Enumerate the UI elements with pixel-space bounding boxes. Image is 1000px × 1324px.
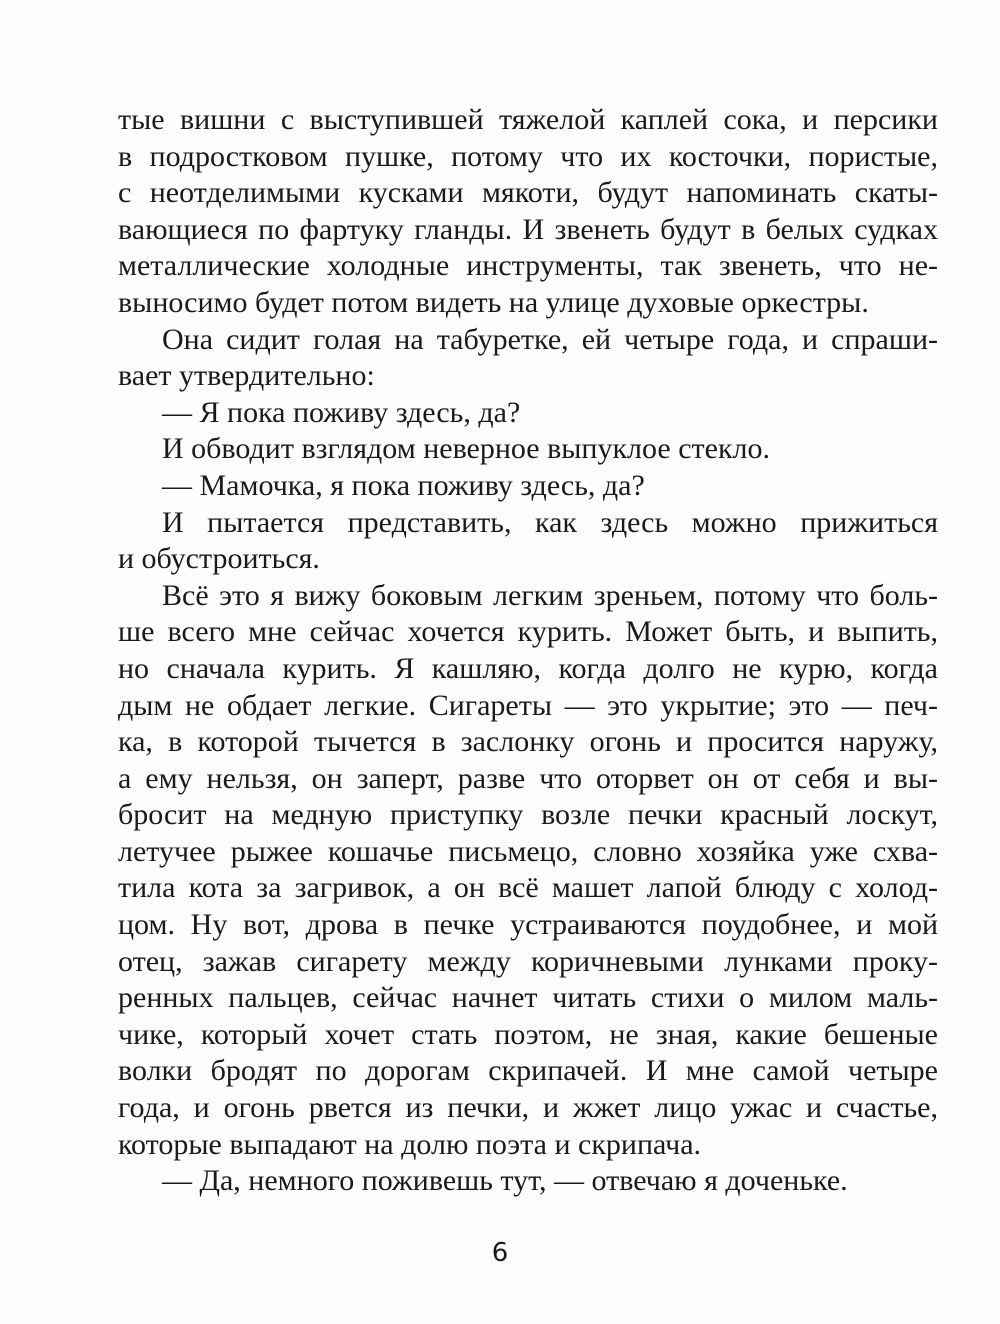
text-line: металлические холодные инструменты, так звенеть, что не- (118, 249, 938, 283)
text-line: в подростковом пушке, потому что их косточки, пористые, (118, 139, 938, 173)
dialogue-line: — Мамочка, я пока поживу здесь, да? (162, 468, 645, 502)
text-line: отец, зажав сигарету между коричневыми лунками проку- (118, 944, 938, 978)
text-line: а ему нельзя, он заперт, разве что оторвет он от себя и вы- (118, 761, 938, 795)
text-line: волки бродят по дорогам скрипачей. И мне самой четыре (118, 1054, 938, 1088)
text-line: И пытается представить, как здесь можно прижиться (162, 505, 938, 539)
text-line: бросит на медную приступку возле печки красный лоскут, (118, 798, 938, 832)
text-line: Она сидит голая на табуретке, ей четыре года, и спраши- (162, 322, 938, 356)
text-line: ка, в которой тычется в заслонку огонь и просится наружу, (118, 725, 938, 759)
text-line: выносимо будет потом видеть на улице духовые оркестры. (118, 285, 869, 319)
text-line: дым не обдает легкие. Сигареты — это укрытие; это — печ- (118, 688, 938, 722)
text-line: тила кота за загривок, а он всё машет лапой блюду с холод- (118, 871, 938, 905)
dialogue-line: — Да, немного поживешь тут, — отвечаю я доченьке. (162, 1164, 848, 1198)
text-line: но сначала курить. Я кашляю, когда долго не курю, когда (118, 651, 938, 685)
body-text (118, 102, 938, 1200)
text-line: летучее рыжее кошачье письмецо, словно хозяйка уже схва- (118, 834, 938, 868)
text-line: ше всего мне сейчас хочется курить. Может быть, и выпить, (118, 615, 938, 649)
text-line: с неотделимыми кусками мякоти, будут напоминать скаты- (118, 176, 938, 210)
page-number: 6 (491, 1238, 509, 1268)
text-line: и обустроиться. (118, 542, 320, 576)
text-line: И обводит взглядом неверное выпуклое стекло. (162, 432, 770, 466)
text-line: цом. Ну вот, дрова в печке устраиваются поудобнее, и мой (118, 908, 938, 942)
text-line: тые вишни с выступившей тяжелой каплей сока, и персики (118, 103, 938, 136)
text-line: вающиеся по фартуку гланды. И звенеть будут в белых судках (118, 212, 938, 246)
text-line: Всё это я вижу боковым легким зреньем, потому что боль- (162, 578, 938, 612)
text-line: ренных пальцев, сейчас начнет читать стихи о милом маль- (118, 981, 938, 1015)
dialogue-line: — Я пока поживу здесь, да? (162, 395, 521, 429)
text-line: которые выпадают на долю поэта и скрипача. (118, 1127, 702, 1161)
text-line: чике, который хочет стать поэтом, не зная, какие бешеные (118, 1017, 938, 1051)
text-line: года, и огонь рвется из печки, и жжет лицо ужас и счастье, (118, 1091, 938, 1125)
text-line: вает утвердительно: (118, 359, 375, 393)
